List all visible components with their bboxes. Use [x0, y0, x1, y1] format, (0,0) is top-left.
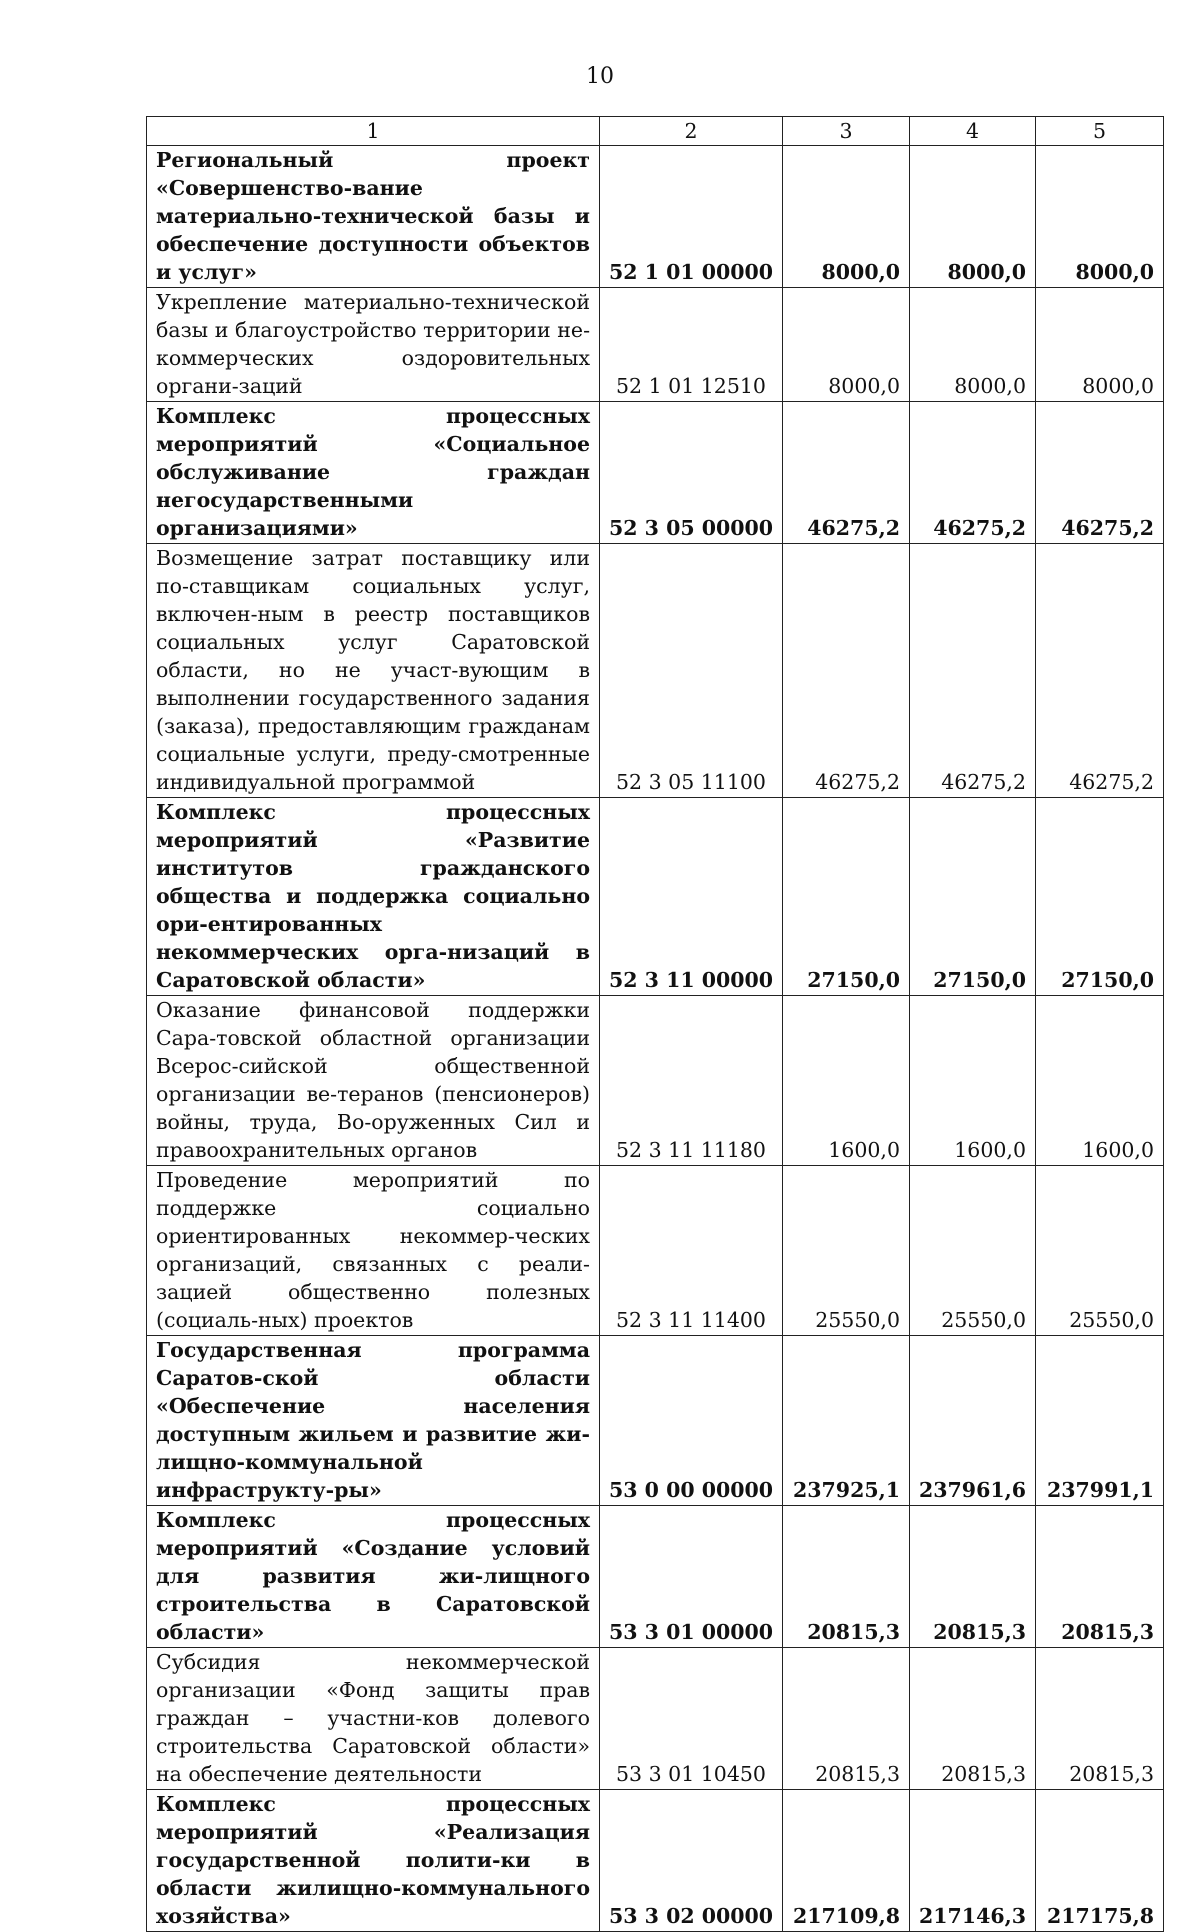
amount-col5: 46275,2 — [1036, 544, 1164, 798]
column-header-5: 5 — [1036, 117, 1164, 146]
item-name: Комплекс процессных мероприятий «Развитие институтов гражданского общества и поддержка социально ори-ентированных некоммерческих орга-низаций в Саратовской области» — [147, 798, 600, 996]
amount-col5: 20815,3 — [1036, 1506, 1164, 1648]
amount-col5: 27150,0 — [1036, 798, 1164, 996]
amount-col3: 20815,3 — [783, 1506, 910, 1648]
item-name: Укрепление материально-технической базы и благоустройство территории не-коммерческих оздоровительных органи-заций — [147, 288, 600, 402]
amount-col4: 217146,3 — [910, 1790, 1036, 1932]
item-code: 52 1 01 00000 — [600, 146, 783, 288]
table-row — [147, 798, 1164, 996]
column-number-row — [147, 117, 1164, 146]
table-row — [147, 288, 1164, 402]
budget-table — [146, 116, 1164, 1932]
page-number: 10 — [586, 64, 614, 89]
item-name: Комплекс процессных мероприятий «Социальное обслуживание граждан негосударственными организациями» — [147, 402, 600, 544]
column-header-4: 4 — [910, 117, 1036, 146]
table-row — [147, 402, 1164, 544]
amount-col5: 8000,0 — [1036, 288, 1164, 402]
amount-col3: 237925,1 — [783, 1336, 910, 1506]
column-header-1: 1 — [147, 117, 600, 146]
item-code: 52 3 11 11400 — [600, 1166, 783, 1336]
item-name: Комплекс процессных мероприятий «Реализация государственной полити-ки в области жилищно-коммунального хозяйства» — [147, 1790, 600, 1932]
item-code: 53 3 01 00000 — [600, 1506, 783, 1648]
table-row — [147, 1336, 1164, 1506]
amount-col4: 20815,3 — [910, 1648, 1036, 1790]
item-code: 52 1 01 12510 — [600, 288, 783, 402]
amount-col4: 27150,0 — [910, 798, 1036, 996]
item-code: 53 3 01 10450 — [600, 1648, 783, 1790]
amount-col5: 237991,1 — [1036, 1336, 1164, 1506]
amount-col4: 8000,0 — [910, 288, 1036, 402]
amount-col3: 25550,0 — [783, 1166, 910, 1336]
item-code: 53 0 00 00000 — [600, 1336, 783, 1506]
amount-col5: 46275,2 — [1036, 402, 1164, 544]
amount-col3: 27150,0 — [783, 798, 910, 996]
column-header-3: 3 — [783, 117, 910, 146]
table-row — [147, 1166, 1164, 1336]
item-code: 52 3 05 00000 — [600, 402, 783, 544]
item-name: Оказание финансовой поддержки Сара-товской областной организации Всерос-сийской общественной организации ве-теранов (пенсионеров) войны, труда, Во-оруженных Сил и правоохранительных органов — [147, 996, 600, 1166]
amount-col4: 1600,0 — [910, 996, 1036, 1166]
amount-col4: 46275,2 — [910, 402, 1036, 544]
item-code: 52 3 11 11180 — [600, 996, 783, 1166]
amount-col5: 217175,8 — [1036, 1790, 1164, 1932]
amount-col3: 217109,8 — [783, 1790, 910, 1932]
table-row — [147, 1648, 1164, 1790]
amount-col3: 1600,0 — [783, 996, 910, 1166]
amount-col4: 46275,2 — [910, 544, 1036, 798]
column-header-2: 2 — [600, 117, 783, 146]
amount-col3: 46275,2 — [783, 402, 910, 544]
amount-col3: 46275,2 — [783, 544, 910, 798]
amount-col3: 8000,0 — [783, 146, 910, 288]
table-row — [147, 146, 1164, 288]
amount-col5: 1600,0 — [1036, 996, 1164, 1166]
amount-col4: 8000,0 — [910, 146, 1036, 288]
item-code: 53 3 02 00000 — [600, 1790, 783, 1932]
item-name: Комплекс процессных мероприятий «Создание условий для развития жи-лищного строительства в Саратовской области» — [147, 1506, 600, 1648]
item-name: Возмещение затрат поставщику или по-ставщикам социальных услуг, включен-ным в реестр поставщиков социальных услуг Саратовской области, но не участ-вующим в выполнении государственного задания (заказа), предоставляющим гражданам социальные услуги, преду-смотренные индивидуальной программой — [147, 544, 600, 798]
amount-col3: 8000,0 — [783, 288, 910, 402]
item-name: Субсидия некоммерческой организации «Фонд защиты прав граждан – участни-ков долевого строительства Саратовской области» на обеспечение деятельности — [147, 1648, 600, 1790]
item-name: Проведение мероприятий по поддержке социально ориентированных некоммер-ческих организаций, связанных с реали-зацией общественно полезных (социаль-ных) проектов — [147, 1166, 600, 1336]
amount-col3: 20815,3 — [783, 1648, 910, 1790]
table-row — [147, 1506, 1164, 1648]
amount-col4: 25550,0 — [910, 1166, 1036, 1336]
amount-col4: 237961,6 — [910, 1336, 1036, 1506]
amount-col4: 20815,3 — [910, 1506, 1036, 1648]
table-row — [147, 544, 1164, 798]
table-row — [147, 1790, 1164, 1932]
item-code: 52 3 11 00000 — [600, 798, 783, 996]
table-row — [147, 996, 1164, 1166]
amount-col5: 8000,0 — [1036, 146, 1164, 288]
item-name: Региональный проект «Совершенство-вание материально-технической базы и обеспечение доступности объектов и услуг» — [147, 146, 600, 288]
amount-col5: 25550,0 — [1036, 1166, 1164, 1336]
item-name: Государственная программа Саратов-ской области «Обеспечение населения доступным жильем и развитие жи-лищно-коммунальной инфраструкту-ры» — [147, 1336, 600, 1506]
amount-col5: 20815,3 — [1036, 1648, 1164, 1790]
item-code: 52 3 05 11100 — [600, 544, 783, 798]
